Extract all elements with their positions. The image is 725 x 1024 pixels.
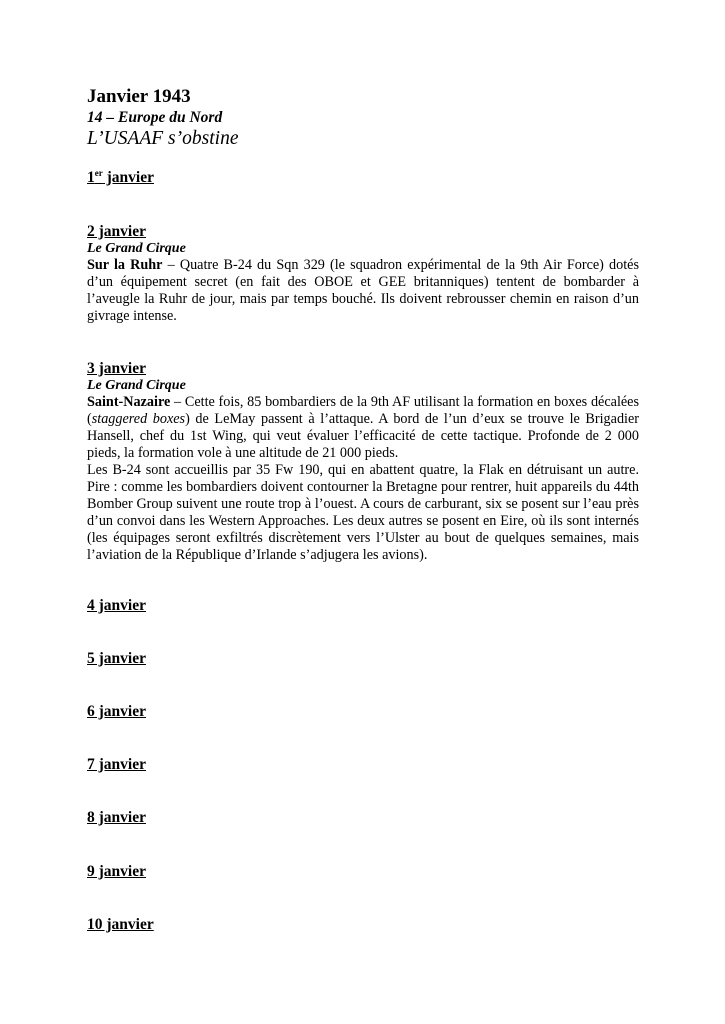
month-title: Janvier 1943 — [87, 86, 191, 107]
entry-paragraph — [87, 394, 639, 462]
entry-location: Sur la Ruhr — [87, 257, 163, 273]
entry-source: Le Grand Cirque — [87, 241, 186, 256]
entry-text-b: ) de LeMay passent à l’attaque. A bord de l’un d’eux se trouve le Brigadier Hansell, chef du 1st Wing, qui veut évaluer l’efficacité de cette tactique. Profonde de 2 000 pieds, la formation vole à une altitude de 21 000 pieds. — [87, 411, 639, 461]
entry-jan-2 — [87, 241, 639, 325]
entry-paragraph-2: Les B-24 sont accueillis par 35 Fw 190, qui en abattent quatre, la Flak en détruisant un autre. Pire : comme les bombardiers doivent contourner la Bretagne pour rentrer, huit appareils du 44th Bomber Group suivent une route trop à l’ouest. A cours de carburant, six se posent sur l’eau près d’un convoi dans les Western Approaches. Les deux autres se posent en Eire, où ils sont internés (les équipages seront exfiltrés discrètement vers l’Ulster au bout de quelques semaines, mais l’aviation de la République d’Irlande s’adjugera les avions). — [87, 462, 639, 563]
day-heading-7: 7 janvier — [87, 756, 146, 773]
day-heading-8: 8 janvier — [87, 809, 146, 826]
day-heading-3: 3 janvier — [87, 360, 146, 377]
day-heading-4: 4 janvier — [87, 597, 146, 614]
entry-text-a: – Cette fois, 85 bombardiers de la 9th AF utilisant la formation en boxes décalées ( — [87, 394, 639, 427]
chapter-title: L’USAAF s’obstine — [87, 128, 239, 149]
day-heading-10: 10 janvier — [87, 916, 154, 933]
entry-jan-3 — [87, 378, 639, 564]
day-heading-2: 2 janvier — [87, 223, 146, 240]
section-subtitle: 14 – Europe du Nord — [87, 109, 223, 126]
entry-text-italic: staggered boxes — [91, 411, 186, 427]
day-heading-6: 6 janvier — [87, 703, 146, 720]
day-heading-9: 9 janvier — [87, 863, 146, 880]
day-heading-5: 5 janvier — [87, 650, 146, 667]
day-superscript: er — [94, 168, 103, 178]
day-heading-1 — [87, 168, 154, 187]
entry-paragraph — [87, 257, 639, 325]
chapter-header — [87, 86, 639, 151]
day-number: 1 — [87, 169, 95, 186]
day-month: janvier — [102, 169, 154, 186]
entry-source: Le Grand Cirque — [87, 378, 186, 393]
entry-text: – Quatre B-24 du Sqn 329 (le squadron expérimental de la 9th Air Force) dotés d’un équipement secret (en fait des OBOE et GEE britanniques) tentent de bombarder à l’aveugle la Ruhr de jour, mais par temps bouché. Ils doivent rebrousser chemin en raison d’un givrage intense. — [87, 257, 639, 324]
entry-location: Saint-Nazaire — [87, 394, 171, 410]
